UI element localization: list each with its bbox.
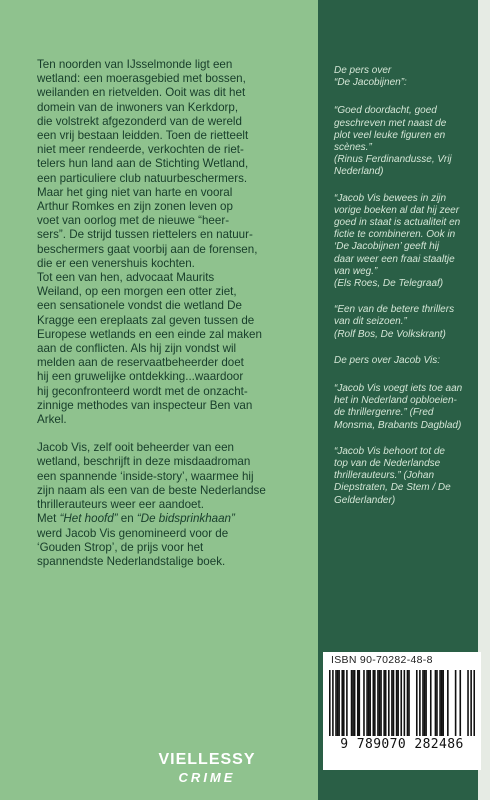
- blurb-line: zinnige methodes van inspecteur Ben van: [37, 398, 253, 412]
- press-quote-line: “Jacob Vis bewees in zijn: [334, 192, 447, 204]
- barcode-bar: [408, 670, 410, 736]
- p3-text-1: Met: [37, 512, 60, 526]
- blurb-line: zijn naam als een van de beste Nederlandse: [37, 483, 266, 497]
- press-quotes: [334, 65, 474, 521]
- barcode-bar: [430, 670, 432, 736]
- p3-line-3: ‘Gouden Strop’, de prijs voor het: [37, 540, 204, 554]
- blurb-line: wetland, beschrijft in deze misdaadroman: [37, 455, 251, 469]
- press-quote-line: “Jacob Vis voegt iets toe aan: [334, 383, 463, 395]
- barcode-bar: [363, 670, 365, 736]
- blurb-line: beschermers gaat voorbij aan de forensen,: [37, 242, 258, 256]
- barcode-bar: [404, 670, 406, 736]
- isbn-number: ISBN 90-70282-48-8: [331, 654, 433, 666]
- barcode-bar: [459, 670, 461, 736]
- press-quote-line: het in Nederland opbloeien-: [334, 395, 457, 407]
- blurb-line: melden aan de reservaatbeheerder doet: [37, 356, 244, 370]
- barcode-bar: [436, 670, 438, 736]
- barcode-bar: [385, 670, 387, 736]
- blurb-line: een vrij bestaan leidden. Toen de rietteelt: [37, 129, 249, 143]
- press-heading-line: “De Jacobijnen”:: [334, 77, 407, 89]
- blurb-line: Jacob Vis, zelf ooit beheerder van een: [37, 441, 235, 455]
- press-quotes-group-1: [334, 105, 474, 340]
- press-quote: [334, 193, 474, 291]
- blurb-line: Arthur Romkes en zijn zonen leven op: [37, 200, 233, 214]
- press-quote-line: ‘De Jacobijnen’ geeft hij: [334, 241, 440, 253]
- blurb-text: [37, 58, 313, 569]
- press-quote-line: scènes.”: [334, 142, 372, 154]
- blurb-line: Arkel.: [37, 413, 67, 427]
- press-quote-line: Gelderlander): [334, 494, 396, 506]
- barcode-bar: [351, 670, 353, 736]
- barcode-bar: [337, 670, 339, 736]
- blurb-line: een spannende ‘inside-story’, waarmee hij: [37, 469, 254, 483]
- barcode-bar: [441, 670, 443, 736]
- blurb-line: een particuliere club natuurbeschermers.: [37, 171, 248, 185]
- press-quote-line: top van de Nederlandse: [334, 458, 441, 470]
- press-quotes-group-2: [334, 383, 474, 507]
- barcode-bar: [359, 670, 361, 736]
- blurb-line: Tot een van hen, advocaat Maurits: [37, 271, 215, 285]
- blurb-line: weilanden en rietvelden. Ooit was dit het: [37, 86, 246, 100]
- blurb-line: telers hun land aan de Stichting Wetland,: [37, 157, 249, 171]
- barcode-bar: [467, 670, 469, 736]
- blurb-line: thrillerauteurs weer eer aandoet.: [37, 498, 204, 512]
- press-quote-line: (Els Roes, De Telegraaf): [334, 278, 444, 290]
- press-heading-jacobijnen: [334, 65, 474, 89]
- barcode-bar: [329, 670, 331, 736]
- press-quote-line: Monsma, Brabants Dagblad): [334, 419, 462, 431]
- barcode-bar: [470, 670, 472, 736]
- barcode-bar: [352, 670, 354, 736]
- barcode-bar: [366, 670, 368, 736]
- barcode-bar: [473, 670, 475, 736]
- press-quote-line: goed in staat is actualiteit en: [334, 217, 461, 229]
- barcode-bar: [357, 670, 359, 736]
- press-quote-line: daar weer een fraai staaltje: [334, 253, 455, 265]
- blurb-line: hij een gruwelijke ontdekking...waardoor: [37, 370, 244, 384]
- blurb-line: niet meer rendeerde, verkochten de riet-: [37, 143, 244, 157]
- barcode-bar: [455, 670, 457, 736]
- barcode-bar: [374, 670, 376, 736]
- press-quote: [334, 446, 474, 507]
- publisher-brand: VIELLESSY: [158, 751, 256, 768]
- blurb-line: die volstrekt afgezonderd van de wereld: [37, 114, 242, 128]
- barcode-bar: [341, 670, 343, 736]
- press-quote-line: vorige boeken al dat hij zeer: [334, 204, 460, 216]
- blurb-paragraph-1: [37, 58, 313, 427]
- barcode-bar: [379, 670, 381, 736]
- barcode-bar: [416, 670, 418, 736]
- blurb-line: Kragge een ereplaats zal geven tussen de: [37, 313, 255, 327]
- book-title-de-bidsprinkhaan: “De bidsprinkhaan”: [136, 512, 235, 526]
- press-quote: [334, 304, 474, 341]
- barcode-bar: [343, 670, 345, 736]
- blurb-line: wetland: een moerasgebied met bossen,: [37, 72, 246, 86]
- barcode-bar: [377, 670, 379, 736]
- blurb-line: Europese wetlands en een einde zal maken: [37, 327, 262, 341]
- press-quote-line: geschreven met naast de: [334, 117, 447, 129]
- barcode-bar: [419, 670, 421, 736]
- barcode-bar: [393, 670, 395, 736]
- book-title-het-hoofd: “Het hoofd”: [59, 512, 118, 526]
- p3-text-2: en: [117, 512, 137, 526]
- ean-number: 9 789070 282486: [340, 737, 464, 752]
- p3-line-4: spannendste Nederlandstalige boek.: [37, 554, 226, 568]
- press-quote-line: (Rinus Ferdinandusse, Vrij: [334, 154, 452, 166]
- barcode-bar: [372, 670, 374, 736]
- publisher-imprint: CRIME: [178, 770, 236, 785]
- barcode-bar: [380, 670, 382, 736]
- barcode-bar: [397, 670, 399, 736]
- blurb-line: Weiland, op een morgen een otter ziet,: [37, 285, 237, 299]
- press-quote-line: van weg.”: [334, 265, 378, 277]
- barcode-bar: [424, 670, 426, 736]
- barcode-bar: [447, 670, 449, 736]
- press-quote-line: van dit seizoen.”: [334, 316, 407, 328]
- p3-line-2: werd Jacob Vis genomineerd voor de: [37, 526, 229, 540]
- barcode-icon: [329, 670, 475, 736]
- barcode-bar: [332, 670, 334, 736]
- blurb-line: sers”. De strijd tussen riettelers en natuur-: [37, 228, 253, 242]
- barcode-bar: [388, 670, 390, 736]
- press-heading-jacob-vis: De pers over Jacob Vis:: [334, 354, 440, 366]
- publisher-logo: [132, 751, 282, 785]
- blurb-line: Maar het ging niet van harte en vooral: [37, 185, 233, 199]
- press-quote-line: Nederland): [334, 166, 384, 178]
- blurb-line: aan de conflicten. Als hij zijn vondst wil: [37, 342, 237, 356]
- barcode-bar: [368, 670, 370, 736]
- barcode-bar: [391, 670, 393, 736]
- press-quote-line: Diepstraten, De Stem / De: [334, 482, 451, 494]
- press-heading-line: De pers over: [334, 65, 392, 76]
- press-quote-line: (Rolf Bos, De Volkskrant): [334, 328, 446, 340]
- barcode-bar: [354, 670, 356, 736]
- press-quote-line: fictie te combineren. Ook in: [334, 229, 456, 241]
- press-quote-line: “Goed doordacht, goed: [334, 105, 437, 117]
- blurb-line: hij geconfronteerd wordt met de onzacht-: [37, 384, 248, 398]
- barcode-bar: [439, 670, 441, 736]
- blurb-paragraph-2: [37, 441, 313, 512]
- press-quote-line: “Jacob Vis behoort tot de: [334, 445, 445, 457]
- blurb-line: die er een venershuis kochten.: [37, 256, 195, 270]
- barcode-bar: [335, 670, 337, 736]
- blurb-line: domein van de inwoners van Kerkdorp,: [37, 100, 239, 114]
- press-quote-line: thrillerauteurs.” (Johan: [334, 470, 435, 482]
- barcode-bar: [407, 670, 409, 736]
- blurb-line: een sensationele vondst die wetland De: [37, 299, 242, 313]
- blurb-line: voet van oorlog met de nieuwe “heer-: [37, 214, 230, 228]
- barcode-bar: [369, 670, 371, 736]
- barcode-bar: [422, 670, 424, 736]
- isbn-barcode-block: [323, 652, 481, 770]
- press-quote-line: plot veel leuke figuren en: [334, 129, 446, 141]
- press-quote: [334, 383, 474, 432]
- barcode-bar: [338, 670, 340, 736]
- press-quote-line: de thrillergenre.” (Fred: [334, 407, 434, 419]
- barcode-bar: [396, 670, 398, 736]
- barcode-bar: [435, 670, 437, 736]
- barcode-bar: [383, 670, 385, 736]
- blurb-line: Ten noorden van IJsselmonde ligt een: [37, 58, 233, 71]
- press-quote: [334, 105, 474, 178]
- blurb-paragraph-3: [37, 512, 313, 569]
- barcode-bar: [400, 670, 402, 736]
- barcode-bar: [442, 670, 444, 736]
- barcode-bar: [425, 670, 427, 736]
- press-quote-line: “Een van de betere thrillers: [334, 304, 455, 316]
- barcode-bar: [346, 670, 348, 736]
